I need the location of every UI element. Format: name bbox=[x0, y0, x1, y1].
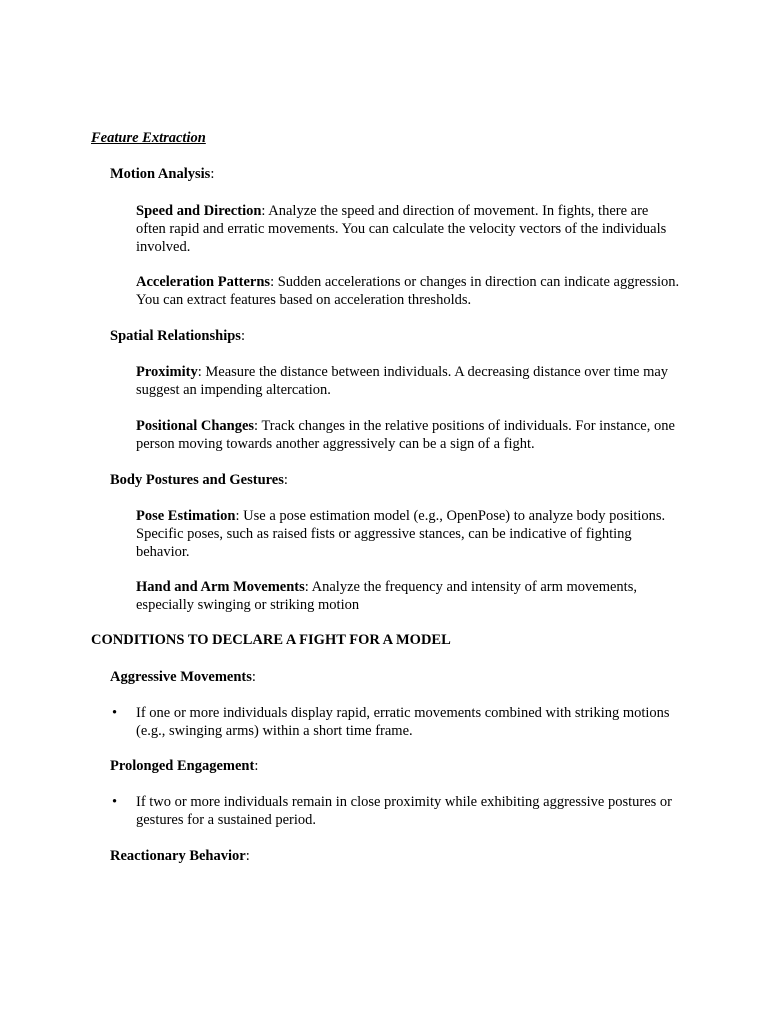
term: Hand and Arm Movements bbox=[136, 579, 305, 595]
heading-colon: : bbox=[251, 669, 256, 685]
heading-colon: : bbox=[245, 848, 250, 864]
bullet-icon: • bbox=[112, 794, 118, 810]
description: : Use a pose estimation model (e.g., OpenPose) to analyze body positions. Specific poses, such as raised fists or aggressive stances, can be indicative of fighting behavior. bbox=[136, 508, 666, 560]
positional-changes-paragraph bbox=[136, 417, 681, 453]
description: : Analyze the speed and direction of movement. In fights, there are often rapid and erratic movements. You can calculate the velocity vectors of the individuals involved. bbox=[136, 203, 667, 255]
motion-analysis-heading bbox=[110, 165, 214, 183]
section-title: Feature Extraction bbox=[91, 130, 206, 146]
description: : Measure the distance between individuals. A decreasing distance over time may suggest an impending altercation. bbox=[136, 364, 669, 398]
term: Acceleration Patterns bbox=[136, 274, 271, 290]
term: Pose Estimation bbox=[136, 508, 236, 524]
term: Proximity bbox=[136, 364, 198, 380]
heading-colon: : bbox=[254, 758, 259, 774]
heading-colon: : bbox=[283, 472, 288, 488]
heading-colon: : bbox=[210, 166, 215, 182]
reactionary-behavior-heading bbox=[110, 847, 250, 865]
bullet-text: If two or more individuals remain in close proximity while exhibiting aggressive postures or gestures for a sustained period. bbox=[136, 794, 672, 828]
conditions-title: CONDITIONS TO DECLARE A FIGHT FOR A MODEL bbox=[91, 632, 451, 648]
pose-estimation-paragraph bbox=[136, 507, 681, 561]
description: : Sudden accelerations or changes in direction can indicate aggression. You can extract features based on acceleration thresholds. bbox=[136, 274, 680, 308]
acceleration-paragraph bbox=[136, 273, 681, 309]
description: : Track changes in the relative positions of individuals. For instance, one person moving towards another aggressively can be a sign of a fight. bbox=[136, 418, 675, 452]
heading-colon: : bbox=[240, 328, 245, 344]
bullet-text: If one or more individuals display rapid, erratic movements combined with striking motions (e.g., swinging arms) within a short time frame. bbox=[136, 705, 670, 739]
description: : Analyze the frequency and intensity of arm movements, especially swinging or striking motion bbox=[136, 579, 637, 613]
spatial-relationships-heading bbox=[110, 327, 245, 345]
heading-text: Reactionary Behavior bbox=[110, 848, 246, 864]
term: Speed and Direction bbox=[136, 203, 262, 219]
hand-arm-paragraph bbox=[136, 578, 681, 614]
body-postures-heading bbox=[110, 471, 288, 489]
speed-direction-paragraph bbox=[136, 202, 681, 256]
heading-text: Aggressive Movements bbox=[110, 669, 252, 685]
bullet-icon: • bbox=[112, 705, 118, 721]
heading-text: Motion Analysis bbox=[110, 166, 211, 182]
proximity-paragraph bbox=[136, 363, 681, 399]
term: Positional Changes bbox=[136, 418, 255, 434]
heading-text: Spatial Relationships bbox=[110, 328, 241, 344]
aggressive-movements-heading bbox=[110, 668, 256, 686]
heading-text: Body Postures and Gestures bbox=[110, 472, 284, 488]
prolonged-engagement-heading bbox=[110, 757, 258, 775]
heading-text: Prolonged Engagement bbox=[110, 758, 255, 774]
